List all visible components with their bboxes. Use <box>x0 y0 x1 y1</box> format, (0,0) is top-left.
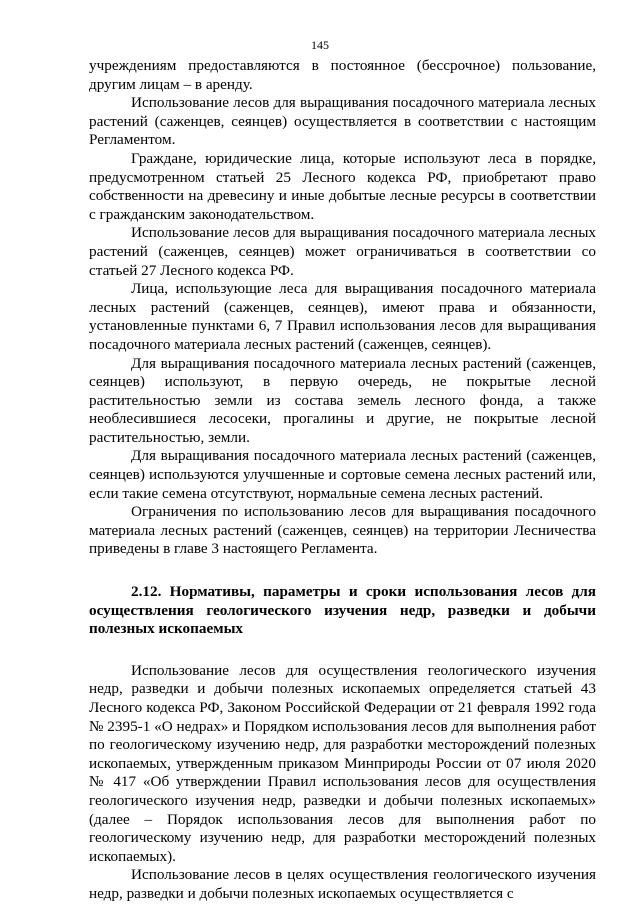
document-body <box>89 57 596 904</box>
paragraph: Использование лесов для осуществления геологического изучения недр, разведки и добычи полезных ископаемых определяется статьей 43 Лесного кодекса РФ, Законом Российской Федерации от 21 февраля 1992 года № 2395-1 «О недрах» и Порядком использования лесов для выполнения работ по геологическому изучению недр, для разработки месторождений полезных ископаемых, утвержденным приказом Минприроды России от 07 июля 2020 № 417 «Об утверждении Правил использования лесов для осуществления геологического изучения недр, разведки и добычи полезных ископаемых» (далее – Порядок использования лесов для выполнения работ по геологическому изучению недр, для разработки месторождений полезных ископаемых). <box>89 661 597 865</box>
paragraph: Ограничения по использованию лесов для выращивания посадочного материала лесных растений (саженцев, сеянцев) на территории Лесничества приведены в главе 3 настоящего Регламента. <box>89 503 596 558</box>
paragraph: Использование лесов в целях осуществления геологического изучения недр, разведки и добычи полезных ископаемых осуществляется с <box>89 866 596 902</box>
page-number: 145 <box>311 38 329 52</box>
paragraph: Для выращивания посадочного материала лесных растений (саженцев, сеянцев) используются улучшенные и сортовые семена лесных растений или, если такие семена отсутствуют, нормальные семена лесных растений. <box>89 447 596 502</box>
paragraph: Для выращивания посадочного материала лесных растений (саженцев, сеянцев) используют, в первую очередь, не покрытые лесной растительностью земли из состава земель лесного фонда, а также необлесившиеся лесосеки, прогалины и другие, не покрытые лесной растительностью, земли. <box>89 354 596 446</box>
paragraph: Граждане, юридические лица, которые используют леса в порядке, предусмотренном статьей 25 Лесного кодекса РФ, приобретают право собственности на древесину и иные добытые лесные ресурсы в соответствии с гражданским законодательством. <box>89 149 596 223</box>
section-heading: 2.12. Нормативы, параметры и сроки использования лесов для осуществления геологического изучения недр, разведки и добычи полезных ископаемых <box>89 583 596 638</box>
paragraph-continued: учреждениям предоставляются в постоянное (бессрочное) пользование, другим лицам – в аренду. <box>89 57 596 93</box>
paragraph: Лица, использующие леса для выращивания посадочного материала лесных растений (саженцев, сеянцев), имеют права и обязанности, установленные пунктами 6, 7 Правил использования лесов для выращивания посадочного материала лесных растений (саженцев, сеянцев). <box>89 280 596 353</box>
paragraph: Использование лесов для выращивания посадочного материала лесных растений (саженцев, сеянцев) может ограничиваться в соответствии со статьей 27 Лесного кодекса РФ. <box>89 224 596 279</box>
paragraph: Использование лесов для выращивания посадочного материала лесных растений (саженцев, сеянцев) осуществляется в соответствии с настоящим Регламентом. <box>89 94 596 149</box>
